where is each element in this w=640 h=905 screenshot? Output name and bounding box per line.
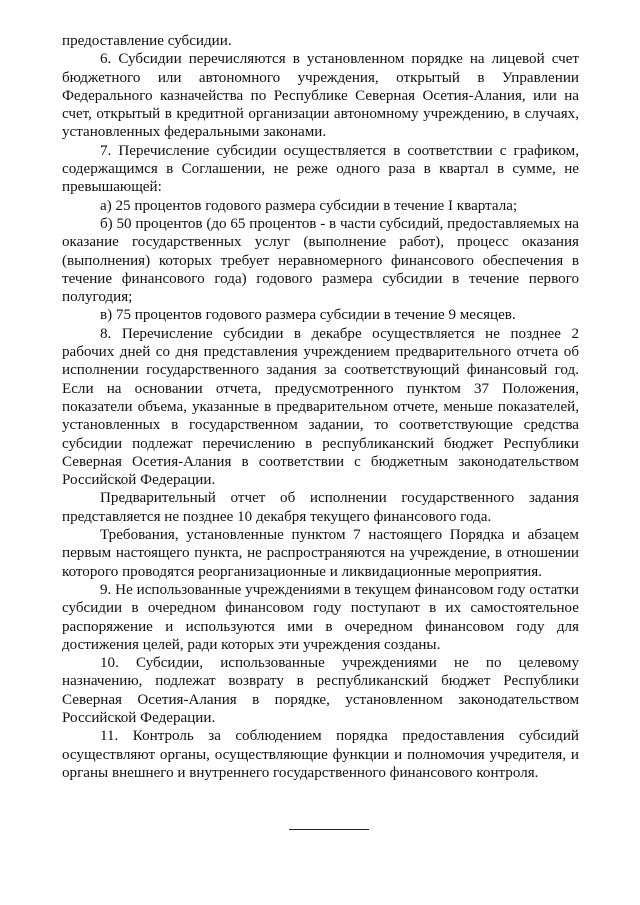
paragraph-subitem-b: б) 50 процентов (до 65 процентов - в части субсидий, предоставляемых на оказание государственных услуг (выполнение работ), процесс оказания (выполнения) которых требует неравномерного финансового обеспечения в течение финансового года) годового размера субсидии в течение первого полугодия; bbox=[62, 215, 579, 306]
paragraph-preliminary-report: Предварительный отчет об исполнении государственного задания представляется не позднее 10 декабря текущего финансового года. bbox=[62, 490, 579, 525]
paragraph-item-7: 7. Перечисление субсидии осуществляется в соответствии с графиком, содержащимся в Соглашении, не реже одного раза в квартал в сумме, не превышающей: bbox=[62, 142, 579, 196]
paragraph-requirements: Требования, установленные пунктом 7 настоящего Порядка и абзацем первым настоящего пункта, не распространяются на учреждение, в отношении которого проводятся реорганизационные и ликвидационные мероприятия. bbox=[62, 527, 579, 580]
end-of-document-rule bbox=[289, 829, 369, 830]
paragraph-subitem-v: в) 75 процентов годового размера субсидии в течение 9 месяцев. bbox=[100, 307, 516, 324]
paragraph-item-11: 11. Контроль за соблюдением порядка предоставления субсидий осуществляют органы, осуществляющие функции и полномочия учредителя, и органы внешнего и внутреннего государственного финансового контроля. bbox=[62, 728, 579, 781]
paragraph-item-6: 6. Субсидии перечисляются в установленном порядке на лицевой счет бюджетного или автономного учреждения, открытый в Управлении Федерального казначейства по Республике Северная Осетия-Алания, или на счет, открытый в кредитной организации автономному учреждению, в случаях, установленных федеральными законами. bbox=[62, 51, 579, 141]
paragraph-continuation: предоставление субсидии. bbox=[62, 33, 232, 49]
paragraph-item-9: 9. Не использованные учреждениями в текущем финансовом году остатки субсидии в очередном финансовом году поступают в их самостоятельное распоряжение и используются ими в очередном финансовом году для достижения целей, ради которых эти учреждения созданы. bbox=[62, 581, 579, 653]
paragraph-subitem-a: а) 25 процентов годового размера субсидии в течение I квартала; bbox=[100, 197, 518, 214]
paragraph-item-8: 8. Перечисление субсидии в декабре осуществляется не позднее 2 рабочих дней со дня представления учреждением предварительного отчета об исполнении государственного задания за соответствующий финансовый год. Если на основании отчета, предусмотренного пунктом 37 Положения, показатели объема, указанные в предварительном отчете, меньше показателей, установленных в государственном задании, то соответствующие средства субсидии подлежат перечислению в республиканский бюджет Республики Северная Осетия-Алания в соответствии с бюджетным законодательством Российской Федерации. bbox=[62, 325, 579, 489]
document-page bbox=[62, 32, 579, 782]
paragraph-item-10: 10. Субсидии, использованные учреждениями не по целевому назначению, подлежат возврату в республиканский бюджет Республики Северная Осетия-Алания в порядке, установленном законодательством Российской Федерации. bbox=[62, 655, 579, 726]
